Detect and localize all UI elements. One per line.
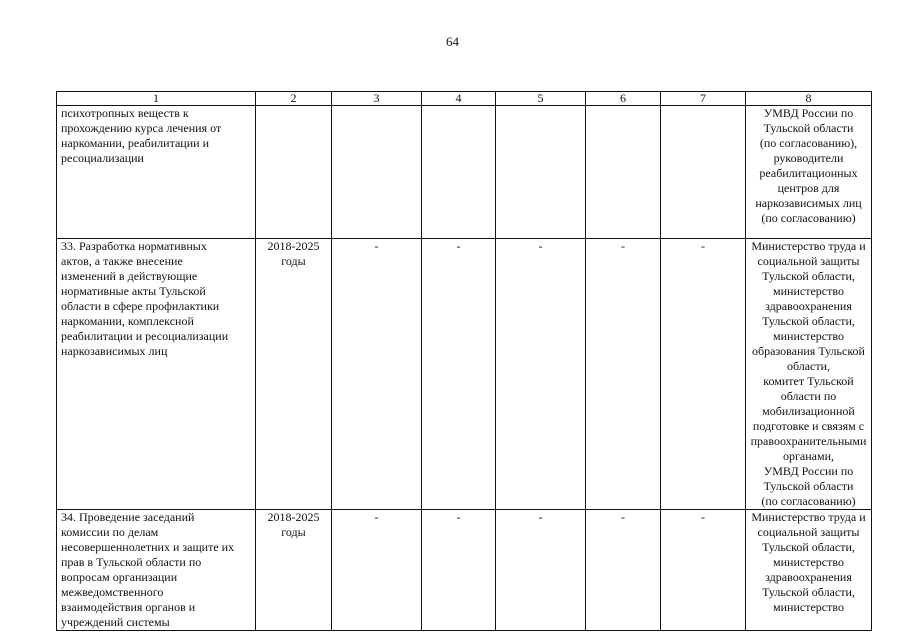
value-cell-6: - — [586, 510, 661, 631]
header-cell-6: 6 — [586, 92, 661, 106]
value-cell-5: - — [496, 510, 586, 631]
value-cell-7: - — [661, 239, 746, 510]
table-row — [57, 510, 872, 631]
header-cell-3: 3 — [332, 92, 422, 106]
responsible-cell — [746, 239, 872, 510]
measure-description-cell — [57, 106, 256, 239]
page-number: 64 — [446, 34, 459, 49]
responsible-text: Министерство труда и социальной защиты Тульской области, министерство здравоохранения Тульской области, министерство — [751, 510, 866, 614]
period-cell — [256, 106, 332, 239]
period-text: 2018-2025 годы — [267, 510, 320, 539]
measure-description: 34. Проведение заседаний комиссии по делам несовершеннолетних и защите их прав в Тульской области по вопросам организации межведомственного взаимодействия органов и учреждений системы — [61, 510, 235, 629]
header-row — [57, 92, 872, 106]
value-cell-4: - — [422, 239, 496, 510]
value-cell-5 — [496, 106, 586, 239]
header-cell-8: 8 — [746, 92, 872, 106]
value-cell-3: - — [332, 239, 422, 510]
header-cell-1: 1 — [57, 92, 256, 106]
value-cell-7: - — [661, 510, 746, 631]
measure-description: 33. Разработка нормативных актов, а также внесение изменений в действующие нормативные акты Тульской области в сфере профилактики наркомании, комплексной реабилитации и ресоциализации наркозависимых лиц — [61, 239, 229, 358]
value-cell-5: - — [496, 239, 586, 510]
value-cell-3: - — [332, 510, 422, 631]
measure-description-cell — [57, 510, 256, 631]
value-cell-4: - — [422, 510, 496, 631]
header-cell-2: 2 — [256, 92, 332, 106]
measure-description: психотропных веществ к прохождению курса лечения от наркомании, реабилитации и ресоциализации — [61, 106, 222, 165]
value-cell-3 — [332, 106, 422, 239]
header-cell-7: 7 — [661, 92, 746, 106]
responsible-cell — [746, 106, 872, 239]
measures-table — [56, 91, 872, 631]
value-cell-6 — [586, 106, 661, 239]
measure-description-cell — [57, 239, 256, 510]
responsible-text: УМВД России по Тульской области (по согласованию), руководители реабилитационных центров для наркозависимых лиц (по согласованию) — [755, 106, 862, 225]
header-cell-4: 4 — [422, 92, 496, 106]
value-cell-6: - — [586, 239, 661, 510]
period-cell — [256, 510, 332, 631]
period-text: 2018-2025 годы — [267, 239, 320, 268]
table-row — [57, 106, 872, 239]
value-cell-4 — [422, 106, 496, 239]
responsible-text: Министерство труда и социальной защиты Тульской области, министерство здравоохранения Тульской области, министерство образования Тульской области, комитет Тульской области по мобилизационной подготовке и связям с правоохранительными органами, УМВД России по Тульской области (по согласованию) — [750, 239, 867, 508]
responsible-cell — [746, 510, 872, 631]
value-cell-7 — [661, 106, 746, 239]
header-cell-5: 5 — [496, 92, 586, 106]
period-cell — [256, 239, 332, 510]
table-row — [57, 239, 872, 510]
